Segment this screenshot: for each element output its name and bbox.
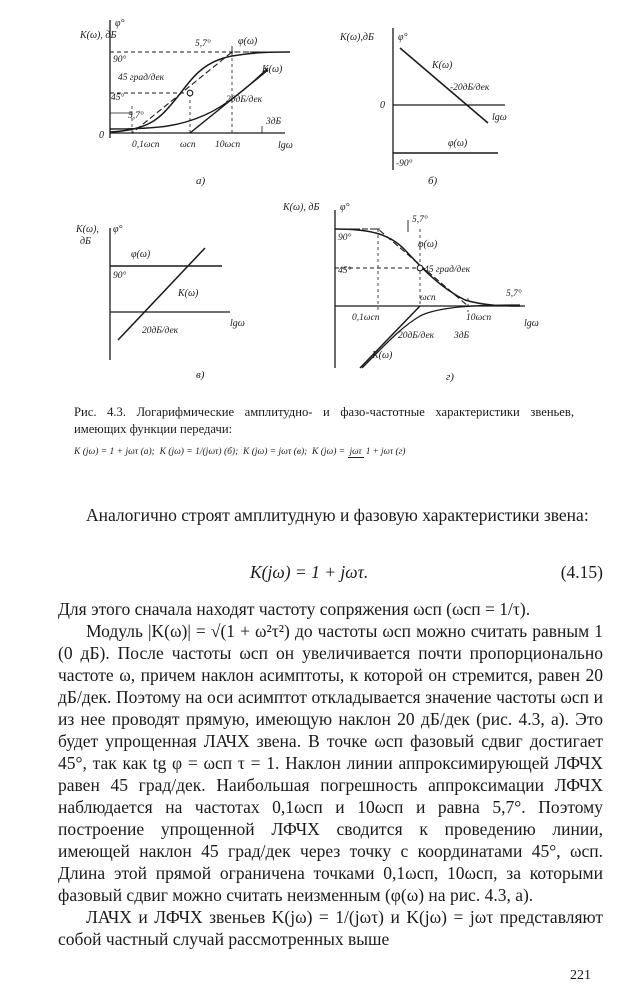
panel-c-level: 90° (113, 271, 127, 281)
panel-c (75, 224, 245, 381)
figure-4-3 (0, 0, 640, 470)
panel-b-y-label: K(ω),дБ (340, 32, 374, 43)
panel-d (282, 202, 539, 383)
panel-d-k-curve-label: K(ω) (372, 350, 393, 361)
panel-a-letter: а) (196, 175, 206, 187)
panel-b-phi-curve-label: φ(ω) (448, 138, 468, 149)
panel-a-x-label: lgω (278, 140, 293, 151)
paragraph-3: Модуль |K(ω)| = √(1 + ω²τ²) до частоты ωсп можно считать равным 1 (0 дБ). После частоты ωсп он увеличивается почти пропорционально частоте ω, причем наклон асимптоты, к которой он стремится, равен 20 дБ/дек. Поэтому на оси асимптот откладывается значение частоты ωсп и из нее проводят прямую, имеющую наклон 20 дБ/дек (рис. 4.3, а). Это будет упрощенная ЛАЧХ звена. В точке ωсп фазовый сдвиг достигает 45°, так как tg φ = ωсп τ = 1. Наклон линии аппроксимирующей ЛФЧХ равен 45 град/дек. Наибольшая погрешность аппроксимации ЛФЧХ наблюдается на частотах 0,1ωсп и 10ωсп и равна 5,7°. Поэтому построение упрощенной ЛФЧХ сводится к проведению линии, имеющей наклон 45 град/дек через точку с координатами 45°, ωсп. Длина этой прямой ограничена точками 0,1ωсп, 10ωсп, за которыми фазовый сдвиг можно считать неизменным (φ(ω) на рис. 4.3, а). (58, 621, 603, 905)
equation-expression: K(jω) = 1 + jωτ. (250, 562, 369, 582)
panel-c-y-label-1: K(ω), (76, 224, 99, 235)
formula-d-numerator: jωτ (349, 446, 362, 456)
panel-d-45-label: 45° (338, 266, 352, 276)
panel-c-letter: в) (196, 369, 205, 381)
paragraph-1 (58, 504, 603, 526)
panel-a-phi-label: φ° (115, 18, 125, 29)
panel-a (79, 18, 293, 187)
panel-d-x-label: lgω (524, 318, 539, 329)
formula-a: K (jω) = 1 + jωτ (a); (74, 447, 155, 458)
panel-d-phase-slope: 45 град/дек (424, 265, 471, 275)
paragraph-4: ЛАЧХ и ЛФЧХ звеньев K(jω) = 1/(jωτ) и K(jω) = jωτ представляют собой частный случай рассмотренных выше (58, 907, 603, 949)
formula-d-suffix: (г) (395, 447, 406, 458)
panel-d-point (417, 265, 423, 271)
panel-d-y-label: K(ω), дБ (283, 202, 320, 213)
equation-4-15 (58, 562, 603, 586)
panel-a-k-curve-label: K(ω) (262, 64, 283, 75)
panel-d-tick3: 10ωсп (466, 313, 492, 323)
panel-d-tick1: 0,1ωсп (352, 313, 380, 323)
panel-d-angle-top: 5,7° (412, 215, 428, 225)
panel-b-slope: -20дБ/дек (450, 83, 490, 93)
panel-b-phi-label: φ° (398, 32, 408, 43)
panel-b-k-label: K(ω) (432, 60, 453, 71)
panel-d-amp-slope: 20дБ/дек (398, 331, 435, 341)
panel-a-db-gap: 3дБ (266, 117, 282, 127)
panel-a-45-label: 45° (111, 93, 125, 103)
figure-4-3-drawing (0, 0, 640, 400)
formula-b: K (jω) = 1/(jωτ) (б); (159, 447, 239, 458)
panel-a-tick3: 10ωсп (215, 140, 241, 150)
panel-d-tick2: ωсп (420, 293, 436, 303)
panel-c-k-curve-label: K(ω) (178, 288, 199, 299)
figure-caption: Рис. 4.3. Логарифмические амплитудно- и фазо-частотные характеристики звеньев, имеющих функции передачи: (74, 405, 574, 436)
panel-a-point (187, 90, 193, 96)
formula-d-fraction (348, 446, 393, 458)
panel-d-letter: г) (446, 371, 454, 383)
panel-d-phi-curve-label: φ(ω) (418, 239, 438, 250)
panel-a-amp-slope: 20дБ/дек (226, 95, 263, 105)
panel-a-phi-curve-label: φ(ω) (238, 36, 258, 47)
body-text (58, 598, 603, 950)
panel-b-origin: 0 (380, 100, 385, 111)
panel-c-phi-curve-label: φ(ω) (131, 249, 151, 260)
panel-d-90-label: 90° (338, 233, 352, 243)
panel-b-level: -90° (396, 159, 413, 169)
formula-d-prefix: K (jω) = (312, 447, 346, 458)
formula-d-denominator: 1 + jωτ (365, 446, 394, 456)
paragraph-2: Для этого сначала находят частоту сопряжения ωсп (ωсп = 1/τ). (58, 599, 531, 619)
panel-a-angle-bottom: 5,7° (128, 111, 144, 121)
panel-c-phi-label: φ° (113, 224, 123, 235)
panel-d-angle-bottom: 5,7° (506, 289, 522, 299)
panel-d-db-gap: 3дБ (454, 331, 470, 341)
panel-b-letter: б) (428, 175, 438, 187)
panel-a-tick1: 0,1ωсп (132, 140, 160, 150)
page-number: 221 (570, 968, 591, 983)
equation-number: (4.15) (560, 562, 603, 582)
panel-a-phase-slope: 45 град/дек (118, 73, 165, 83)
panel-c-y-label-2: дБ (80, 236, 91, 247)
caption-formulas (74, 446, 594, 458)
panel-a-angle-top: 5,7° (195, 39, 211, 49)
panel-b-x-label: lgω (492, 112, 507, 123)
panel-c-slope: 20дБ/дек (142, 326, 179, 336)
panel-a-90-label: 90° (113, 55, 127, 65)
panel-d-phi-label: φ° (340, 202, 350, 213)
panel-a-tick2: ωсп (180, 140, 196, 150)
panel-c-x-label: lgω (230, 318, 245, 329)
panel-a-origin: 0 (99, 130, 104, 141)
formula-c: K (jω) = jωτ (в); (242, 447, 308, 458)
panel-b (339, 28, 507, 187)
panel-a-y-label: K(ω), дБ (80, 30, 117, 41)
paragraph-1-text: Аналогично строят амплитудную и фазовую характеристики звена: (86, 505, 589, 525)
